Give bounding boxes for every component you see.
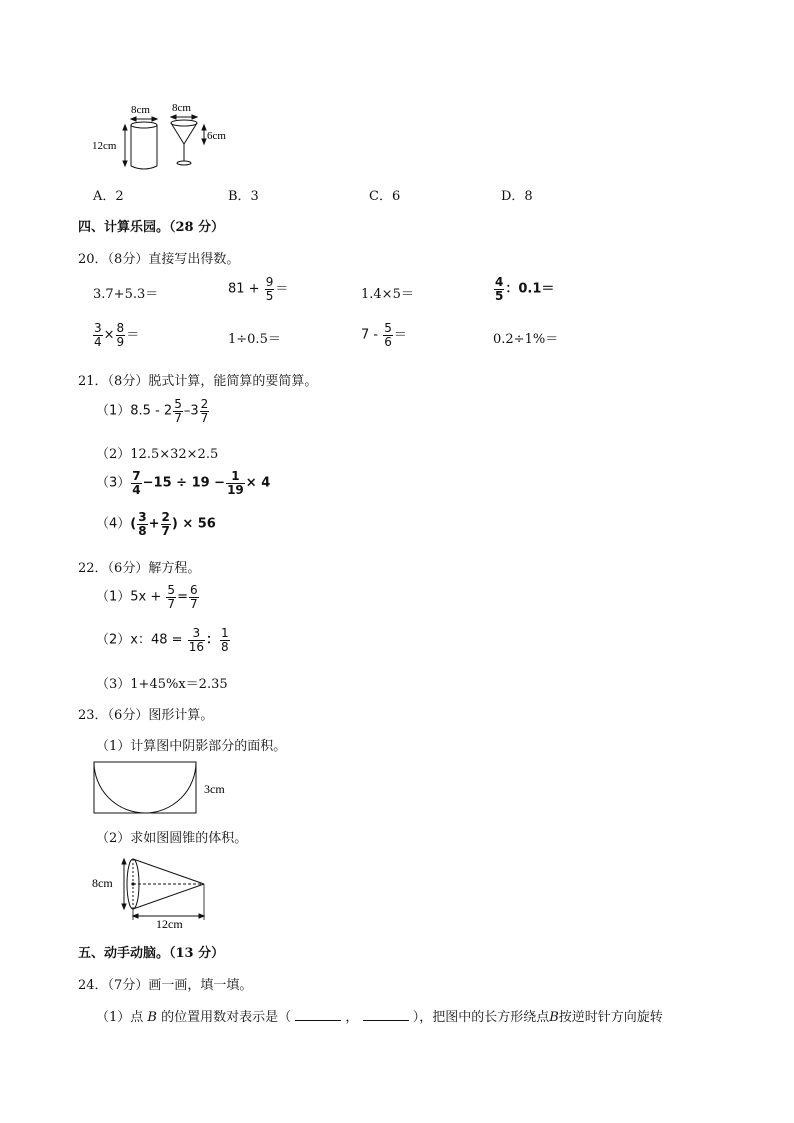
fraction: $\frac{5}{6}$ [384, 321, 392, 349]
q23-title: 23．（6分）图形计算。 [78, 708, 214, 723]
q22-part-3: （3）1+45%x＝2.35 [96, 677, 228, 692]
q22-part-2: （2）x：48 = $\frac{3}{16}$ ： $\frac{1}{8}$ [96, 626, 229, 654]
cyl-height-label: 12cm [92, 140, 117, 152]
q20-item-d: $\frac{4}{5}$ ：0.1＝ [495, 275, 555, 303]
section-5-heading: 五、动手动脑。（13 分） [78, 946, 225, 961]
q20-item-f: 1÷0.5＝ [228, 332, 281, 347]
fraction: $\frac{1}{19}$ [227, 469, 244, 497]
q22-title: 22．（6分）解方程。 [78, 561, 201, 576]
fraction: $\frac{7}{4}$ [132, 469, 141, 497]
answer-blank-1[interactable] [295, 1010, 341, 1021]
cylinder-shape [131, 122, 157, 169]
fraction: $\frac{3}{8}$ [138, 510, 147, 538]
cone-figure [90, 854, 220, 930]
fraction: $\frac{8}{9}$ [116, 321, 125, 349]
glass-depth-label: 6cm [207, 130, 226, 142]
q20-item-g: 7 - $\frac{5}{6}$ ＝ [361, 321, 407, 349]
q20-item-c: 1.4×5＝ [361, 287, 414, 302]
q20-item-e: $\frac{3}{4}$ × $\frac{8}{9}$ ＝ [94, 321, 140, 349]
fraction: $\frac{3}{16}$ [188, 626, 204, 654]
q20-title: 20．（8分）直接写出得数。 [78, 252, 240, 267]
answer-blank-2[interactable] [363, 1010, 409, 1021]
option-d: D．8 [501, 189, 533, 204]
goblet-shape [171, 120, 197, 165]
fraction: $\frac{5}{7}$ [167, 583, 176, 611]
q24-part-1: （1）点 B 的位置用数对表示是（ ， ），把图中的长方形绕点B按逆时针方向旋转 [96, 1010, 663, 1025]
rect-height-label: 3cm [204, 782, 225, 796]
q23-part-1: （1）计算图中阴影部分的面积。 [96, 739, 287, 754]
glass-width-label: 8cm [172, 102, 191, 114]
fraction: $\frac{1}{8}$ [220, 626, 229, 654]
q20-item-h: 0.2÷1%＝ [493, 332, 559, 347]
q20-item-b: 81 + $\frac{9}{5}$ ＝ [228, 275, 289, 303]
option-a: A．2 [93, 189, 124, 204]
fraction: $\frac{6}{7}$ [189, 583, 198, 611]
fraction: $\frac{4}{5}$ [495, 275, 504, 303]
q22-part-1: （1）5x + $\frac{5}{7}$ = $\frac{6}{7}$ [96, 583, 198, 611]
fraction: $\frac{9}{5}$ [265, 275, 274, 303]
q21-part-3: （3） $\frac{7}{4}$ −15 ÷ 19 − $\frac{1}{19}$ × 4 [96, 469, 271, 497]
fraction: $\frac{2}{7}$ [200, 397, 209, 425]
option-b: B．3 [228, 189, 259, 204]
shaded-area-figure [92, 760, 242, 816]
q21-part-2: （2）12.5×32×2.5 [96, 447, 219, 462]
q24-title: 24．（7分）画一画，填一填。 [78, 978, 253, 993]
cone-length-label: 12cm [156, 917, 183, 930]
q21-part-1: （1）8.5 - 2 $\frac{5}{7}$ –3 $\frac{2}{7}$ [96, 397, 209, 425]
q20-item-a: 3.7+5.3＝ [93, 287, 159, 302]
cyl-width-label: 8cm [131, 104, 150, 116]
option-c: C．6 [369, 189, 401, 204]
fraction: $\frac{3}{4}$ [94, 321, 102, 349]
cone-diameter-label: 8cm [92, 876, 113, 890]
q19-figure [88, 98, 248, 174]
section-4-heading: 四、计算乐园。（28 分） [78, 220, 225, 235]
q21-part-4: （4）( $\frac{3}{8}$ + $\frac{2}{7}$ ) × 56 [96, 510, 216, 538]
q23-part-2: （2）求如图圆锥的体积。 [96, 831, 248, 846]
q21-title: 21．（8分）脱式计算，能简算的要简算。 [78, 374, 318, 389]
fraction: $\frac{2}{7}$ [161, 510, 170, 538]
fraction: $\frac{5}{7}$ [174, 397, 182, 425]
